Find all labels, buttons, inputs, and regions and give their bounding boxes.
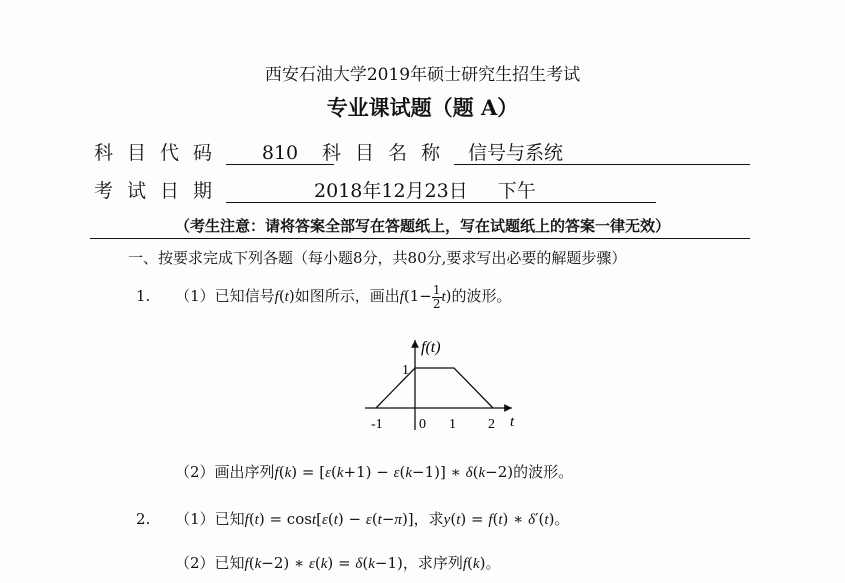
subject-code-value: 810 [226,143,334,165]
subject-name-label: 科目名称 [322,142,455,164]
exam-title: 西安石油大学2019年硕士研究生招生考试 [264,65,581,85]
x-axis-label: t [510,414,515,430]
q1-1-suffix: 的波形。 [451,287,512,306]
q2-2-suffix: 。 [485,554,501,572]
signal-figure [360,332,530,437]
q2-part2: （2）已知f(k−2) ∗ ε(k) = δ(k−1)，求序列f(k)。 [175,554,501,572]
subject-code-label: 科目代码 [94,142,227,164]
fraction-half: $\frac{1}{2}$ [432,283,441,311]
exam-notice: （考生注意：请将答案全部写在答题纸上，写在试题纸上的答案一律无效） [174,217,670,235]
y-axis-label: f(t) [421,339,441,356]
y-tick-1: 1 [402,363,409,378]
q1-1-signal: f [274,289,279,306]
x-tick--1: -1 [371,417,383,432]
x-tick-labels [371,417,495,432]
q2-1-prefix: （1）已知 [175,510,245,528]
exam-date-row [94,176,656,203]
exam-subtitle: 专业课试题（题 A） [326,95,519,120]
q1-number: 1. [136,287,151,306]
q1-1-prefix: （1）已知信号 [175,287,275,306]
subject-code-row [94,138,334,165]
exam-date-text: 2018年12月23日 [314,180,468,202]
subject-name-value [454,143,750,165]
q2-1-mid: ，求 [413,510,444,528]
signal-trace [376,368,493,408]
q2-part1: 2. （1）已知f(t) = cost[ε(t) − ε(t−π)]，求y(t) = f(t) ∗ δ′(t)。 [136,510,570,528]
exam-time-text: 下午 [497,180,536,202]
exam-date-value [226,181,656,203]
x-tick-0: 0 [419,417,426,432]
q2-1-suffix: 。 [554,510,570,528]
q1-2-suffix: 的波形。 [513,463,574,481]
q2-2-prefix: （2）已知 [175,554,245,572]
q2-number: 2. [136,510,151,528]
q1-part2: （2）画出序列f(k) = [ε(k+1) − ε(k−1)] ∗ δ(k−2)的波形。 [175,463,574,481]
q1-part1: 1. （1）已知信号f(t)如图所示，画出f(1− $\frac{1}{2}$ t)的波形。 [136,283,512,311]
subject-name-text: 信号与系统 [468,142,564,164]
x-tick-2: 2 [488,417,495,432]
q2-2-mid: ，求序列 [402,554,463,572]
subject-name-row [322,138,750,165]
q1-2-prefix: （2）画出序列 [175,463,275,481]
exam-date-label: 考试日期 [94,180,227,202]
notice-divider [90,238,750,239]
section-heading: 一、按要求完成下列各题（每小题8分，共80分,要求写出必要的解题步骤） [128,249,627,267]
x-tick-1: 1 [449,417,456,432]
q1-1-mid: 如图所示，画出 [294,287,400,306]
